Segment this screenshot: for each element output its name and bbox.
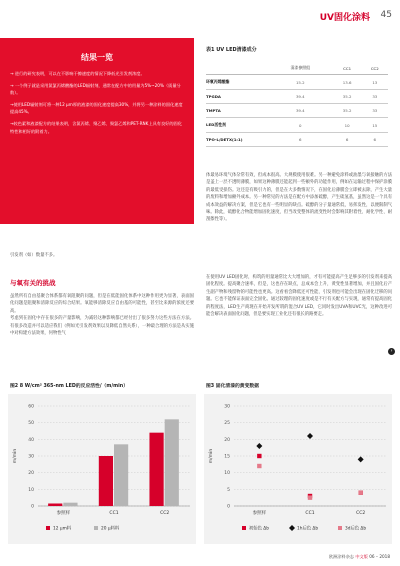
bar	[63, 503, 77, 506]
x-tick-label: CC1	[109, 511, 119, 516]
legend-label: 20 μ料料	[101, 526, 120, 532]
body-paragraph: 引发剂（如）数量不多。	[10, 253, 58, 258]
data-point	[308, 495, 312, 499]
legend-swatch	[242, 526, 246, 530]
table-cell: 39.4	[268, 90, 333, 104]
x-tick-label: 参照样	[252, 511, 267, 516]
bar	[114, 444, 128, 506]
y-tick-label: 50	[28, 421, 34, 427]
table-cell: TPGDA	[206, 90, 268, 104]
y-tick-label: 30	[28, 454, 34, 460]
table-cell: 33	[362, 104, 388, 118]
table-cell: 0	[268, 118, 333, 133]
table-cell: 6	[268, 133, 333, 147]
y-tick-label: 30	[224, 404, 230, 410]
table-cell: LED活性剂	[206, 118, 268, 133]
y-tick-label: 40	[28, 437, 34, 443]
table1	[206, 62, 388, 147]
table-cell: 13	[362, 75, 388, 90]
legend-label: 1h后色 Δb	[297, 526, 319, 532]
table-cell: 35.2	[333, 90, 362, 104]
table-header: 清漆参照组	[268, 62, 333, 75]
table-cell: 39.4	[268, 104, 333, 118]
data-point	[257, 454, 261, 458]
data-point	[257, 464, 261, 468]
table1-caption: 表1 UV LED清漆成分	[206, 47, 257, 53]
table-cell: 15.2	[268, 75, 333, 90]
table-cell: 10	[333, 118, 362, 133]
table-header: CC1	[333, 62, 362, 75]
table-cell: 13.6	[333, 75, 362, 90]
y-axis-label: m/min	[209, 448, 214, 464]
legend-swatch	[338, 526, 342, 530]
table-cell: 6	[333, 133, 362, 147]
figure3-caption: 图3 固化清漆的黄变数据	[206, 384, 259, 389]
y-tick-label: 60	[28, 404, 34, 410]
figure3-chart	[204, 394, 392, 544]
y-tick-label: 20	[224, 437, 230, 443]
chart-background	[204, 394, 392, 544]
y-tick-label: 15	[224, 454, 230, 460]
legend-label: 3d后色 Δb	[345, 526, 367, 532]
table-row	[206, 118, 388, 133]
x-tick-label: CC2	[356, 511, 366, 516]
page-number: 45	[380, 10, 392, 20]
figure2-caption: 图2 8 W/cm² 365-nm LED的反应活性/（m/min）	[10, 384, 129, 389]
section-heading: 与氧有关的挑战	[10, 279, 56, 287]
table-cell: 6	[362, 133, 388, 147]
summary-item: →使用LED辐射剂可将一种12 μm厚的液漆的固化速度提高30%，并将另一种涂料的固化速度提高45%。	[10, 101, 183, 115]
header-title: UV固化涂料	[319, 13, 370, 23]
summary-item: → 一个例子就是采用氮氯丙烯酸酯的LED辐射剂，通常在配方中的用量为5%~20%（质量分数）。	[10, 82, 181, 96]
continue-arrow-icon: ›	[388, 348, 395, 355]
x-tick-label: CC1	[305, 511, 315, 516]
bar	[48, 504, 62, 507]
summary-title: 结果一览	[81, 53, 113, 62]
y-axis-label: m/min	[13, 448, 18, 464]
table-cell: 35.2	[333, 104, 362, 118]
footer-journal: 欧洲涂料杂志	[328, 554, 354, 559]
legend-swatch	[94, 526, 98, 530]
footer-edition: 中文版	[355, 554, 368, 559]
legend-label: 12 μm料	[53, 526, 72, 532]
y-tick-label: 10	[224, 471, 230, 477]
table-row	[206, 75, 388, 90]
x-tick-label: 参照样	[56, 511, 71, 516]
table-cell: TPO-L/DETX(1:1)	[206, 133, 268, 147]
table-row	[206, 104, 388, 118]
y-tick-label: 25	[224, 421, 230, 427]
body-paragraph: 虽然所有自由基聚合体系都有氧阻聚的问题，但是在低能固化体系中这种作用更为显著，表面固化问题是阻聚和清除反应的综合结果。氧能够清除反应自由基的可能性，甚至比来源的浓度还要高。 考虑到在固化中存在很多的产量影响，为减轻这种影响都已经付出了很多努力这些方法在方法。有很多改造并可以适应我们（例如光引发剂效果以及降低自然关系），一种最合理的方法是从实施中对构建方法效果，何物性气	[10, 294, 194, 337]
summary-box	[0, 38, 194, 224]
y-tick-label: 5	[227, 487, 230, 493]
footer	[329, 554, 390, 560]
legend-label: 初始色 Δb	[249, 526, 269, 532]
x-tick-label: CC2	[160, 511, 170, 516]
y-tick-label: 10	[28, 487, 34, 493]
summary-item: →较色素和液漆配方的结果表明，含氮丙烯、聚乙烯、聚氯乙烯和PET-RNK上具有良好的固化特性和相好的附着力。	[10, 120, 182, 134]
footer-issue: 06 – 2018	[369, 554, 390, 559]
legend-swatch	[46, 526, 50, 530]
bar	[165, 419, 179, 506]
y-tick-label: 20	[28, 471, 34, 477]
table-cell: TMPTA	[206, 104, 268, 118]
y-tick-label: 0	[227, 504, 230, 510]
bar	[149, 433, 163, 506]
body-paragraph: 在使用UV LED固化时，构筑的用量通常比大大增加的，才有可能提高产生足够多的引发剂来提高固化程度。提高聚合速率，但是，这也存在缺点，总成本会上升，黄变性显著增加，并且固化后产生副产物和残留物的可能性也更高。这看看会降低还可性能、引发剂也可能会出现在固化迁移的问题。它也不能保证表面完全固化。通过较理的固化速度或是不行有关配方与实现，通常有提高固化的程度法，LED生产商现在开始开发所谓的混合UV LED，它同时发出UVA和UVC光，这种改进可能会解决表面固化问题，但是要实现工业化还有很长的路要走。	[206, 275, 392, 318]
y-tick-label: 0	[31, 504, 34, 510]
table-row	[206, 133, 388, 147]
figure2-chart	[8, 394, 196, 544]
body-paragraph: 体最易环境气体杂常有效，但成本很高。大规模使用很难。另一种避免涂料或油墨与氧接触的方法是盖上一层不透明薄膜，如果这种薄膜还能起到一些额外的功能作用，例如在运输过程中保护涂膜的最低受损伤。这还是有吸引力的，但是在大多数情况下，在固化后薄膜会立即被去除，产生大量的废料和增加额外成本。另一种常见的方法是在配方中添加硫醇，产生硫氢基，虽然这是一个具有成本效益的解决方案，但是它也有一些明显的缺点。硫醇的分子量通常低，易挥发性，以便限制气味。除此，硫醇化合物能增加固化速度，但当改变整体的流变性时会影响其附着性、耐化学性、耐刮擦性等）。	[206, 173, 392, 223]
table-row	[206, 90, 388, 104]
table-header: CC2	[362, 62, 388, 75]
bar	[99, 456, 113, 506]
summary-item: → 进行的研究表明，可以在不影响干擦速度的情况下降低光引发剂浓度。	[10, 71, 145, 76]
table-cell: 15	[362, 118, 388, 133]
table-cell: 环氧丙烯酸酯	[206, 75, 268, 90]
data-point	[358, 490, 362, 494]
table-cell: 33	[362, 90, 388, 104]
table-header	[206, 62, 268, 75]
